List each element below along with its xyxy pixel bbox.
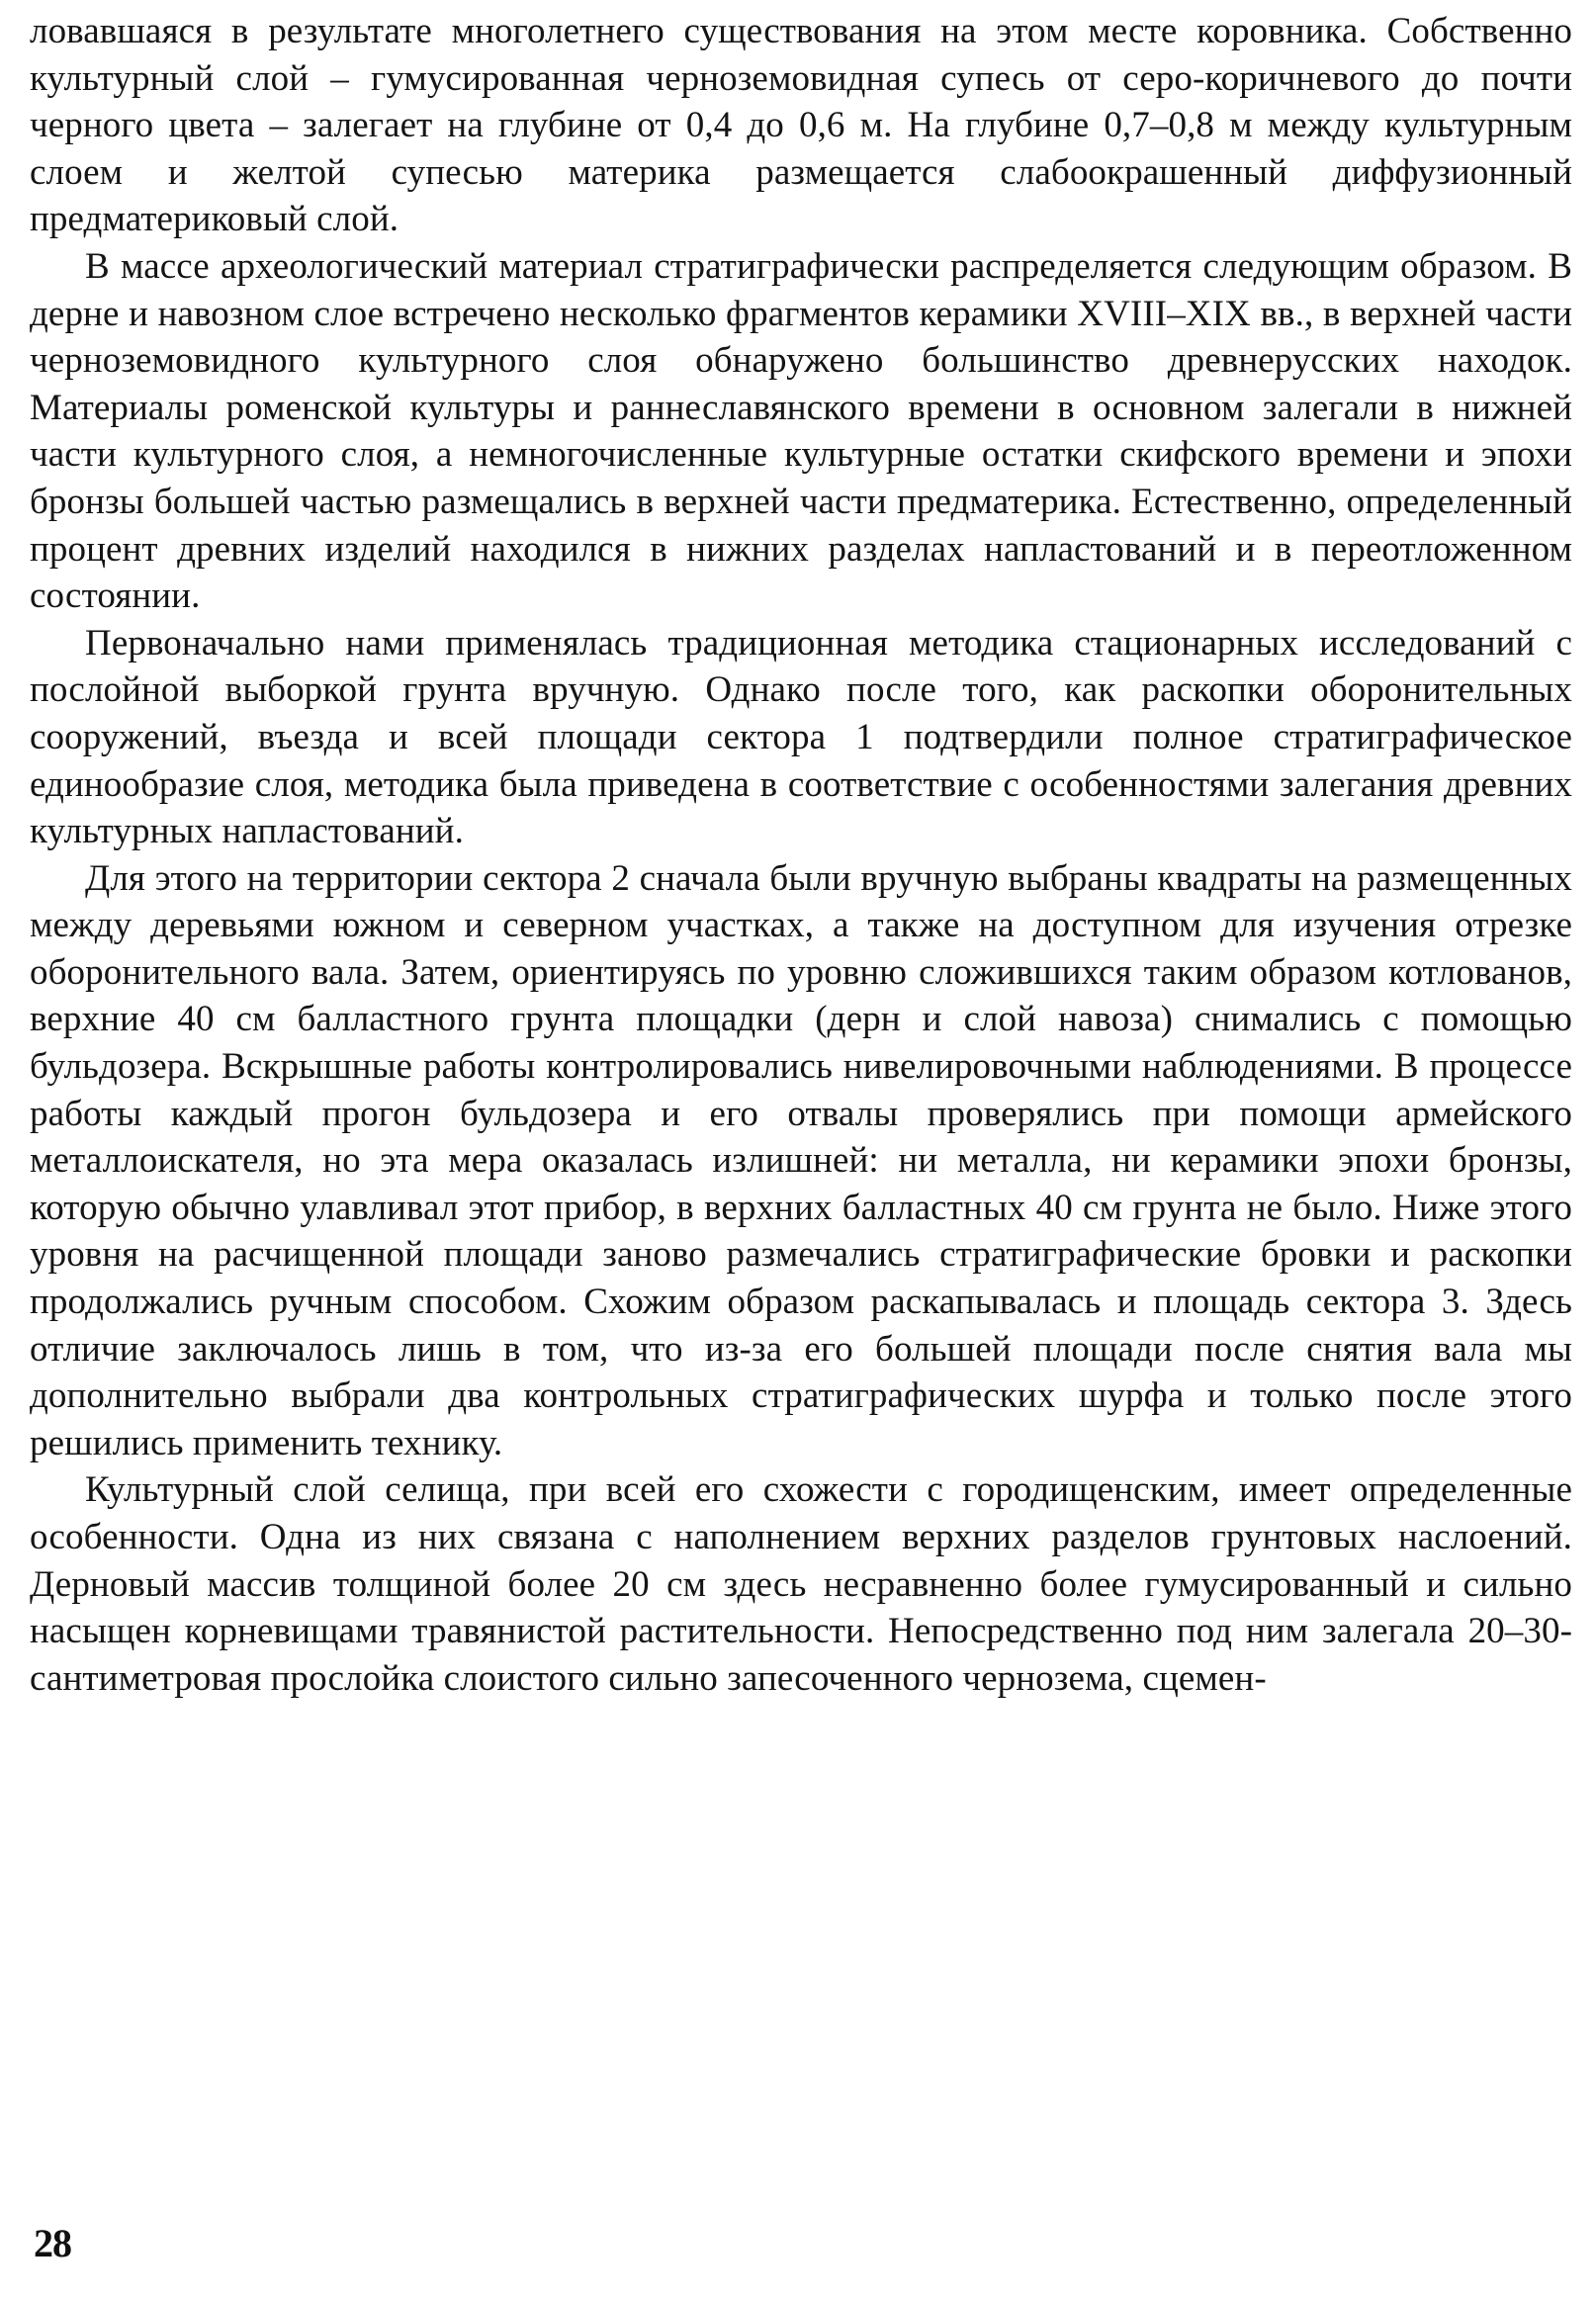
page-body [30,8,1572,1702]
paragraph-1: ловавшаяся в результате многолетнего существования на этом месте коровника. Собственно культурный слой – гумусированная черноземовидная супесь от серо-коричневого до почти черного цвета – залегает на глубине от 0,4 до 0,6 м. На глубине 0,7–0,8 м между культурным слоем и желтой супесью материка размещается слабоокрашенный диффузионный предматериковый слой. [30,11,1572,240]
paragraph-5: Культурный слой селища, при всей его схожести с городищенским, имеет определенные особенности. Одна из них связана с наполнением верхних разделов грунтовых наслоений. Дерновый массив толщиной более 20 см здесь несравненно более гумусированный и сильно насыщен корневищами травянистой растительности. Непосредственно под ним залегала 20–30-сантиметровая прослойка слоистого сильно запесоченного чернозема, сцемен- [30,1469,1572,1699]
paragraph-3: Первоначально нами применялась традиционная методика стационарных исследований с послойной выборкой грунта вручную. Однако после того, как раскопки оборонительных сооружений, въезда и всей площади сектора 1 подтвердили полное стратиграфическое единообразие слоя, методика была приведена в соответствие с особенностями залегания древних культурных напластований. [30,622,1572,852]
page-number: 28 [34,2221,71,2265]
paragraph-4: Для этого на территории сектора 2 сначала были вручную выбраны квадраты на размещенных между деревьями южном и северном участках, а также на доступном для изучения отрезке оборонительного вала. Затем, ориентируясь по уровню сложившихся таким образом котлованов, верхние 40 см балластного грунта площадки (дерн и слой навоза) снимались с помощью бульдозера. Вскрышные работы контролировались нивелировочными наблюдениями. В процессе работы каждый прогон бульдозера и его отвалы проверялись при помощи армейского металлоискателя, но эта мера оказалась излишней: ни металла, ни керамики эпохи бронзы, которую обычно улавливал этот прибор, в верхних балластных 40 см грунта не было. Ниже этого уровня на расчищенной площади заново размечались стратиграфические бровки и раскопки продолжались ручным способом. Схожим образом раскапывалась и площадь сектора 3. Здесь отличие заключалось лишь в том, что из-за его большей площади после снятия вала мы дополнительно выбрали два контрольных стратиграфических шурфа и только после этого решились применить технику. [30,857,1572,1463]
paragraph-2: В массе археологический материал стратиграфически распределяется следующим образом. В дерне и навозном слое встречено несколько фрагментов керамики XVIII–XIX вв., в верхней части черноземовидного культурного слоя обнаружено большинство древнерусских находок. Материалы роменской культуры и раннеславянского времени в основном залегали в нижней части культурного слоя, а немногочисленные культурные остатки скифского времени и эпохи бронзы большей частью размещались в верхней части предматерика. Естественно, определенный процент древних изделий находился в нижних разделах напластований и в переотложенном состоянии. [30,245,1572,617]
